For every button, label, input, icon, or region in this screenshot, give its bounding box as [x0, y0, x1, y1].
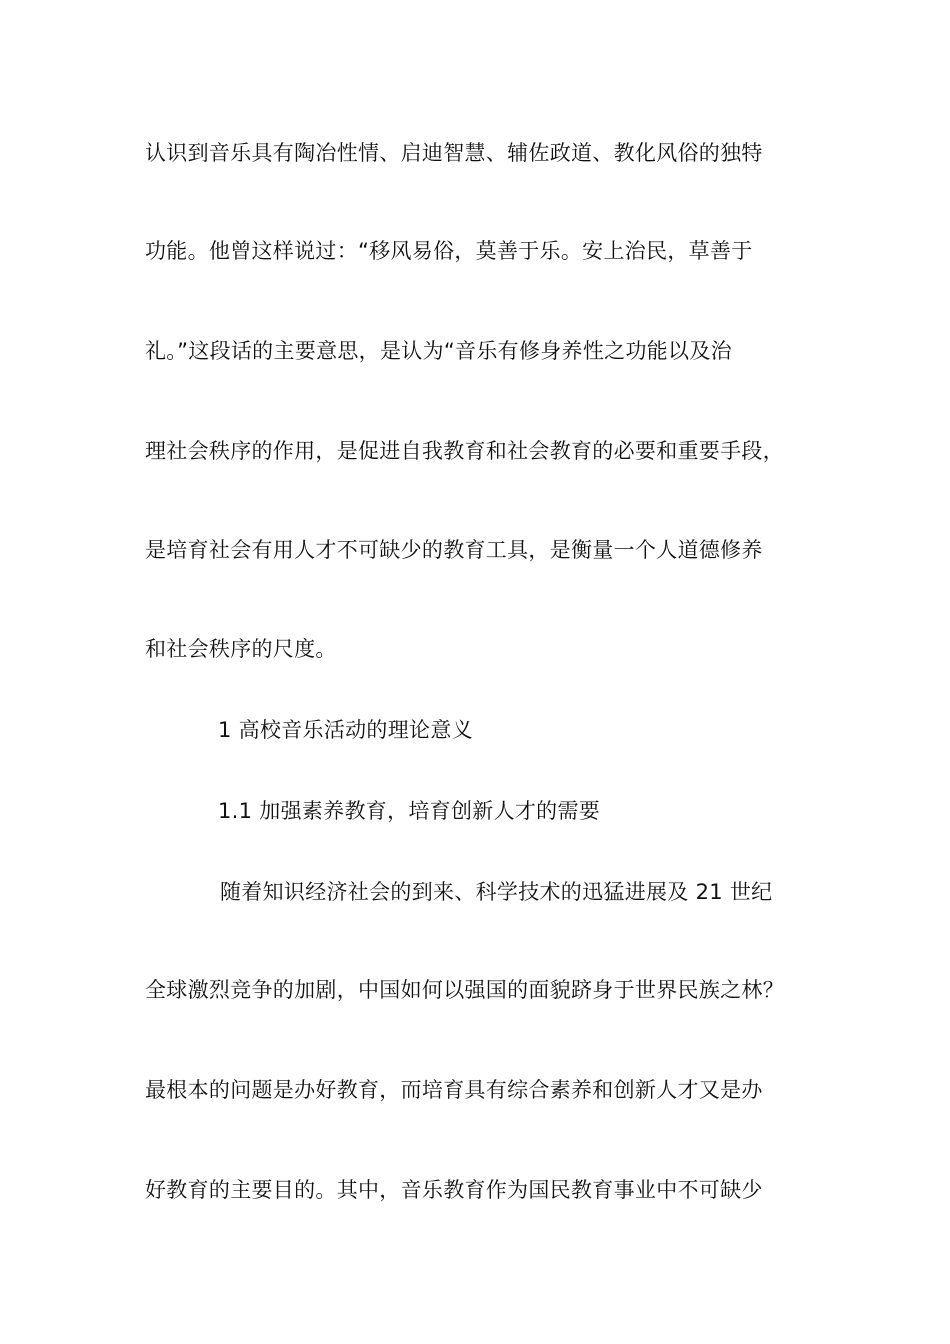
paragraph-line: 是培育社会有用人才不可缺少的教育工具，是衡量一个人道德修养: [145, 538, 763, 562]
section-heading: 1 高校音乐活动的理论意义: [218, 718, 473, 742]
paragraph-line: 认识到音乐具有陶冶性情、启迪智慧、辅佐政道、教化风俗的独特: [145, 141, 763, 165]
paragraph-line: 理社会秩序的作用，是促进自我教育和社会教育的必要和重要手段，: [145, 439, 784, 463]
paragraph-line: 全球激烈竞争的加剧，中国如何以强国的面貌跻身于世界民族之林？: [145, 978, 784, 1002]
paragraph-line: 最根本的问题是办好教育，而培育具有综合素养和创新人才又是办: [145, 1078, 763, 1102]
subsection-heading: 1.1 加强素养教育，培育创新人才的需要: [218, 799, 601, 823]
paragraph-line: 功能。他曾这样说过：“移风易俗，莫善于乐。安上治民，草善于: [145, 239, 753, 263]
paragraph-line: 好教育的主要目的。其中，音乐教育作为国民教育事业中不可缺少: [145, 1178, 763, 1202]
paragraph-line: 和社会秩序的尺度。: [145, 637, 337, 661]
paragraph-line: 礼。”这段话的主要意思，是认为“音乐有修身养性之功能以及治: [145, 339, 732, 363]
paragraph-line: 随着知识经济社会的到来、科学技术的迅猛进展及 21 世纪: [220, 880, 773, 904]
